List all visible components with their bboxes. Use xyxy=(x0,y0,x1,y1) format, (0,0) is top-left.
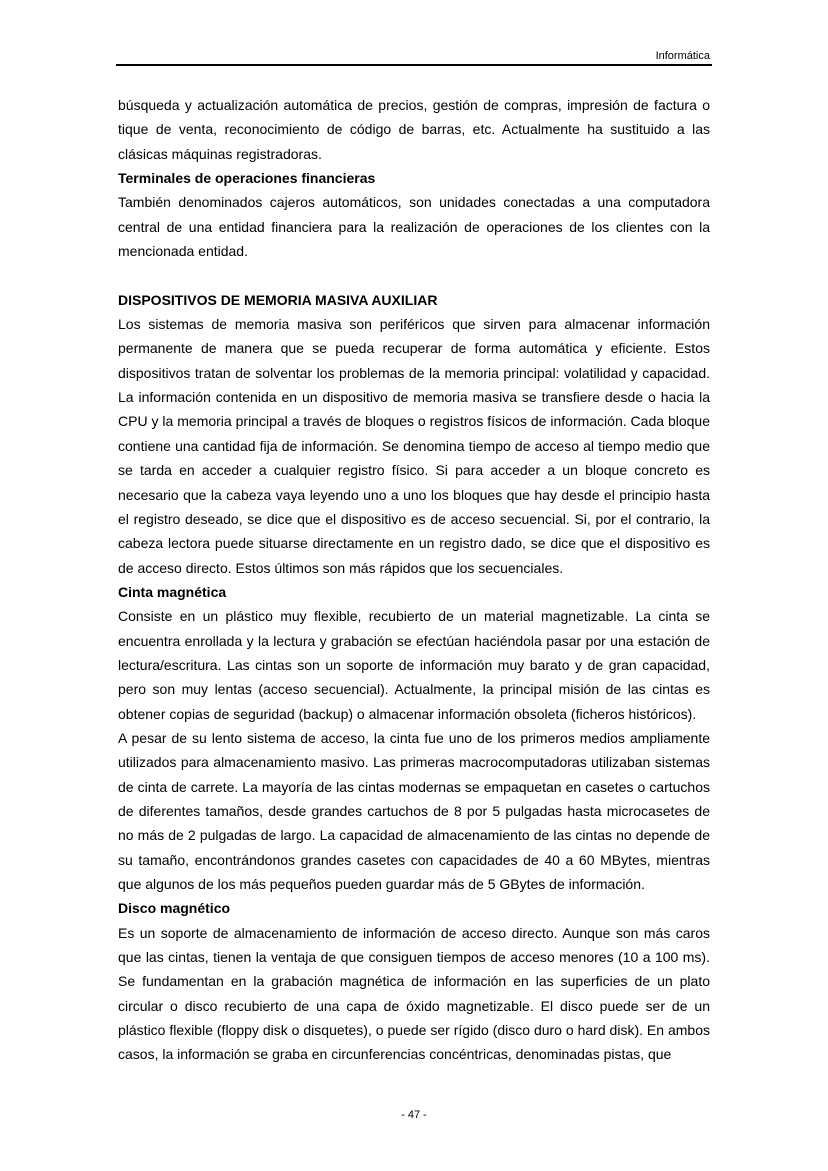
running-header: Informática xyxy=(655,50,710,62)
page-body xyxy=(118,93,710,1067)
paragraph-cinta-2: A pesar de su lento sistema de acceso, la cinta fue uno de los primeros medios ampliamente utilizados para almacenamiento masivo. Las primeras macrocomputadoras utilizaban sistemas de cinta de carrete. La mayoría de las cintas modernas se empaquetan en casetes o cartuchos de diferentes tamaños, desde grandes cartuchos de 8 por 5 pulgadas hasta microcasetes de no más de 2 pulgadas de largo. La capacidad de almacenamiento de las cintas no depende de su tamaño, encontrándonos grandes casetes con capacidades de 40 a 60 MBytes, mientras que algunos de los más pequeños pueden guardar más de 5 GBytes de información. xyxy=(118,729,710,892)
heading-dispositivos: DISPOSITIVOS DE MEMORIA MASIVA AUXILIAR xyxy=(118,291,438,308)
page-number: - 47 - xyxy=(401,1109,427,1121)
paragraph-terminales: También denominados cajeros automáticos, son unidades conectadas a una computadora central de una entidad financiera para la realización de operaciones de los clientes con la mencionada entidad. xyxy=(118,194,710,260)
heading-disco: Disco magnético xyxy=(118,900,231,917)
paragraph-cinta-1: Consiste en un plástico muy flexible, recubierto de un material magnetizable. La cinta se encuentra enrollada y la lectura y grabación se efectúan haciéndola pasar por una estación de lectura/escritura. Las cintas son un soporte de información muy barato y de gran capacidad, pero son muy lentas (acceso secuencial). Actualmente, la principal misión de las cintas es obtener copias de seguridad (backup) o almacenar información obsoleta (ficheros históricos). xyxy=(118,608,710,722)
heading-terminales: Terminales de operaciones financieras xyxy=(118,170,376,187)
section-spacer xyxy=(118,263,710,287)
heading-cinta: Cinta magnética xyxy=(118,583,227,600)
paragraph-intro: búsqueda y actualización automática de precios, gestión de compras, impresión de factura o tique de venta, reconocimiento de código de barras, etc. Actualmente ha sustituido a las clásicas máquinas registradoras. xyxy=(118,97,710,162)
paragraph-dispositivos: Los sistemas de memoria masiva son periféricos que sirven para almacenar información permanente de manera que se pueda recuperar de forma automática y eficiente. Estos dispositivos tratan de solventar los problemas de la memoria principal: volatilidad y capacidad. La información contenida en un dispositivo de memoria masiva se transfiere desde o hacia la CPU y la memoria principal a través de bloques o registros físicos de información. Cada bloque contiene una cantidad fija de información. Se denomina tiempo de acceso al tiempo medio que se tarda en acceder a cualquier registro físico. Si para acceder a un bloque concreto es necesario que la cabeza vaya leyendo uno a uno los bloques que hay desde el principio hasta el registro deseado, se dice que el dispositivo es de acceso secuencial. Si, por el contrario, la cabeza lectora puede situarse directamente en un registro dado, se dice que el dispositivo es de acceso directo. Estos últimos son más rápidos que los secuenciales. xyxy=(118,316,710,576)
paragraph-disco: Es un soporte de almacenamiento de información de acceso directo. Aunque son más caros que las cintas, tienen la ventaja de que consiguen tiempos de acceso menores (10 a 100 ms). Se fundamentan en la grabación magnética de información en las superficies de un plato circular o disco recubierto de una capa de óxido magnetizable. El disco puede ser de un plástico flexible (floppy disk o disquetes), o puede ser rígido (disco duro o hard disk). En ambos casos, la información se graba en circunferencias concéntricas, denominadas pistas, que xyxy=(118,924,710,1063)
header-rule xyxy=(116,64,712,66)
